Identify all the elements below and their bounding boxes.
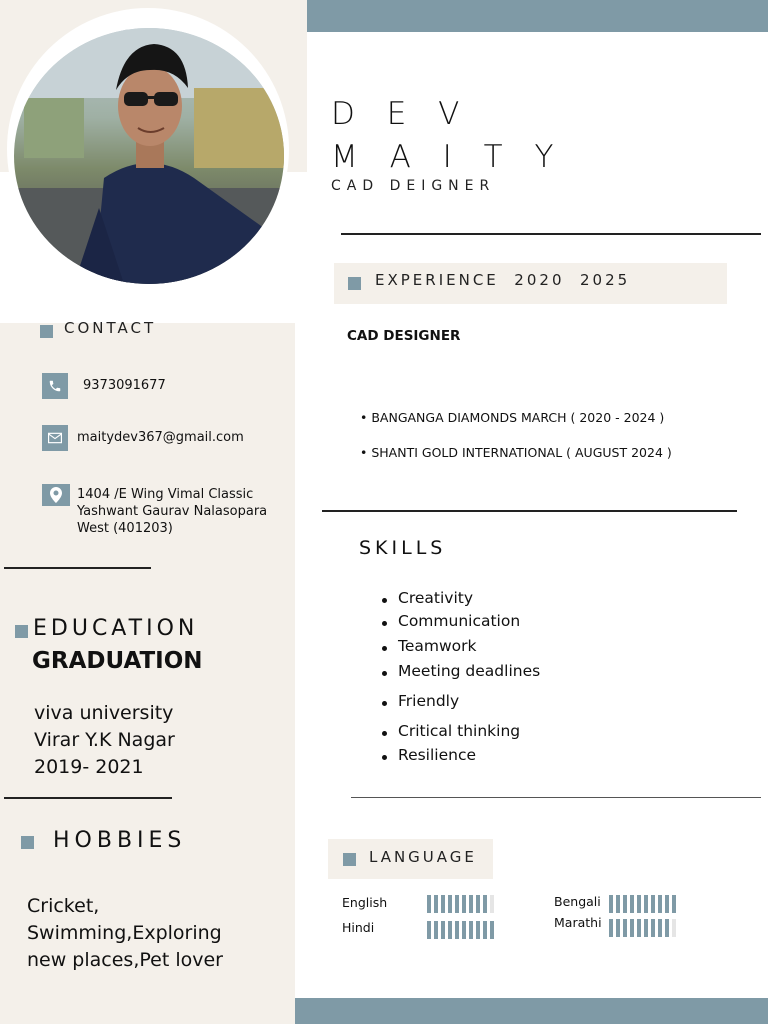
divider-contact	[4, 567, 151, 569]
language-level-segment	[483, 921, 487, 939]
skills-title: SKILLS	[359, 537, 447, 559]
language-level-bar	[609, 895, 676, 913]
first-name: D E V	[331, 96, 471, 132]
skill-item: Meeting deadlines	[398, 662, 541, 680]
last-name: M A I T Y	[331, 139, 565, 175]
language-level-segment	[651, 919, 655, 937]
experience-item: • BANGANGA DIAMONDS MARCH ( 2020 - 2024 )	[360, 410, 665, 425]
language-level-segment	[644, 919, 648, 937]
hobbies-line: Swimming,Exploring	[27, 922, 222, 944]
language-level-segment	[434, 921, 438, 939]
skill-item: Teamwork	[398, 637, 477, 655]
job-role: CAD DEIGNER	[331, 178, 496, 194]
phone-icon	[42, 373, 68, 399]
education-line: viva university	[34, 702, 174, 724]
address-line: 1404 /E Wing Vimal Classic	[77, 487, 254, 502]
skill-item: Critical thinking	[398, 722, 521, 740]
language-level-segment	[483, 895, 487, 913]
language-level-segment	[455, 895, 459, 913]
skill-item: Resilience	[398, 746, 477, 764]
language-level-segment	[623, 895, 627, 913]
language-level-segment	[665, 919, 669, 937]
hobbies-line: Cricket,	[27, 895, 100, 917]
language-title: LANGUAGE	[369, 848, 477, 866]
language-level-segment	[644, 895, 648, 913]
language-level-segment	[490, 921, 494, 939]
language-level-segment	[630, 919, 634, 937]
education-line: Virar Y.K Nagar	[34, 729, 175, 751]
language-level-segment	[672, 895, 676, 913]
divider-experience	[322, 510, 737, 512]
language-level-segment	[658, 919, 662, 937]
language-level-segment	[623, 919, 627, 937]
hobbies-text	[27, 893, 282, 974]
language-level-bar	[427, 895, 494, 913]
skill-item: Communication	[398, 612, 521, 630]
language-level-segment	[630, 895, 634, 913]
skill-item: Creativity	[398, 589, 474, 607]
language-level-segment	[462, 921, 466, 939]
language-level-segment	[658, 895, 662, 913]
language-name: Hindi	[342, 920, 375, 935]
address-line: West (401203)	[77, 521, 173, 536]
language-level-segment	[476, 921, 480, 939]
top-accent-bar	[307, 0, 768, 32]
language-level-segment	[490, 895, 494, 913]
education-line: 2019- 2021	[34, 756, 144, 778]
language-level-segment	[476, 895, 480, 913]
square-bullet-icon	[348, 277, 361, 290]
location-pin-icon	[42, 484, 70, 506]
language-level-segment	[609, 919, 613, 937]
language-level-segment	[616, 919, 620, 937]
skill-item: Friendly	[398, 692, 460, 710]
experience-header	[334, 263, 727, 304]
language-level-segment	[665, 895, 669, 913]
language-level-segment	[434, 895, 438, 913]
divider-header	[341, 233, 761, 235]
language-level-segment	[651, 895, 655, 913]
language-header	[328, 839, 493, 879]
square-bullet-icon	[343, 853, 356, 866]
language-level-segment	[427, 921, 431, 939]
divider-skills	[351, 797, 761, 798]
language-level-segment	[448, 921, 452, 939]
language-level-segment	[469, 895, 473, 913]
contact-title: CONTACT	[64, 319, 157, 337]
hobbies-line: new places,Pet lover	[27, 949, 223, 971]
bottom-accent-bar	[295, 998, 768, 1024]
language-level-segment	[469, 921, 473, 939]
contact-phone: 9373091677	[83, 378, 166, 393]
hobbies-title: HOBBIES	[53, 828, 187, 853]
square-bullet-icon	[40, 325, 53, 338]
language-level-segment	[441, 921, 445, 939]
language-level-segment	[609, 895, 613, 913]
language-level-segment	[462, 895, 466, 913]
profile-photo	[14, 28, 284, 284]
language-name: Bengali	[554, 894, 601, 909]
education-degree: GRADUATION	[32, 648, 203, 674]
experience-title: EXPERIENCE 2020 2025	[375, 271, 631, 289]
contact-address	[77, 486, 267, 537]
language-name: English	[342, 895, 388, 910]
experience-item: • SHANTI GOLD INTERNATIONAL ( AUGUST 2024 )	[360, 445, 672, 460]
job-title: CAD DESIGNER	[347, 328, 461, 344]
language-name: Marathi	[554, 915, 602, 930]
mail-icon	[42, 425, 68, 451]
square-bullet-icon	[15, 625, 28, 638]
language-level-segment	[448, 895, 452, 913]
language-level-segment	[672, 919, 676, 937]
language-level-bar	[427, 921, 494, 939]
address-line: Yashwant Gaurav Nalasopara	[77, 504, 268, 519]
language-level-bar	[609, 919, 676, 937]
language-level-segment	[427, 895, 431, 913]
divider-education	[4, 797, 172, 799]
contact-email: maitydev367@gmail.com	[77, 430, 244, 445]
language-level-segment	[637, 895, 641, 913]
square-bullet-icon	[21, 836, 34, 849]
language-level-segment	[441, 895, 445, 913]
language-level-segment	[637, 919, 641, 937]
education-title: EDUCATION	[33, 616, 199, 641]
language-level-segment	[455, 921, 459, 939]
language-level-segment	[616, 895, 620, 913]
